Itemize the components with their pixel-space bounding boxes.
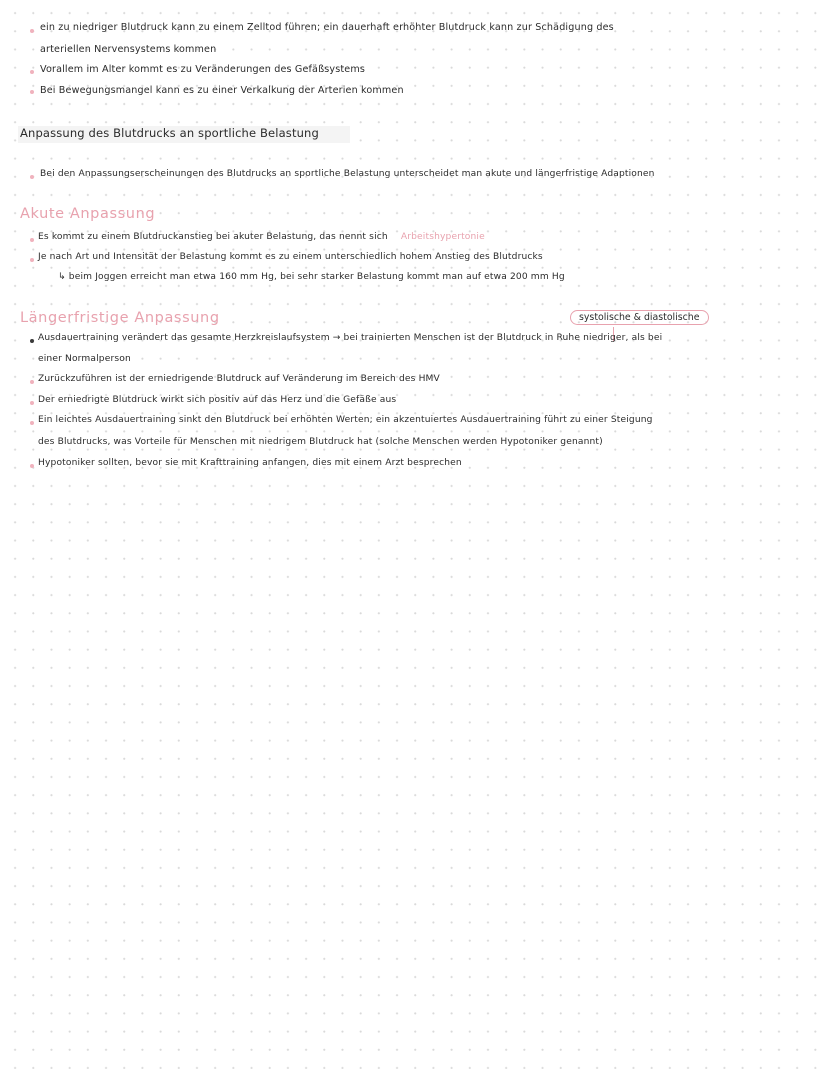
bullet-marker [30, 401, 34, 405]
note-text: Es kommt zu einem Blutdruckanstieg bei akuter Belastung, das nennt sich [38, 232, 388, 242]
note-line: arteriellen Nervensystems kommen [40, 44, 217, 55]
section-heading: Anpassung des Blutdrucks an sportliche Belastung [20, 126, 319, 140]
annotation-box: systolische & diastolische [570, 310, 709, 325]
note-line: des Blutdrucks, was Vorteile für Menschen mit niedrigem Blutdruck hat (solche Menschen werden Hypotoniker genannt) [38, 437, 603, 447]
note-line: Ausdauertraining verändert das gesamte Herzkreislaufsystem → bei trainierten Menschen ist der Blutdruck in Ruhe niedriger, als bei [38, 333, 663, 343]
note-line [38, 232, 485, 242]
note-line: Vorallem im Alter kommt es zu Veränderungen des Gefäßsystems [40, 64, 365, 75]
note-line: ein zu niedriger Blutdruck kann zu einem Zelltod führen; ein dauerhaft erhöhter Blutdruck kann zur Schädigung des [40, 22, 614, 33]
note-line: Hypotoniker sollten, bevor sie mit Krafttraining anfangen, dies mit einem Arzt besprechen [38, 458, 462, 468]
section-heading-akute: Akute Anpassung [20, 206, 156, 222]
note-line: einer Normalperson [38, 354, 131, 364]
section-heading-laenger: Längerfristige Anpassung [20, 310, 220, 326]
note-line: Bei den Anpassungserscheinungen des Blutdrucks an sportliche Belastung unterscheidet man akute und längerfristige Adaptionen [40, 169, 655, 179]
note-line: Zurückzuführen ist der erniedrigende Blutdruck auf Veränderung im Bereich des HMV [38, 374, 440, 384]
bullet-marker [30, 464, 34, 468]
bullet-marker [30, 421, 34, 425]
bullet-marker [30, 339, 34, 343]
note-line: Je nach Art und Intensität der Belastung kommt es zu einem unterschiedlich hohem Anstieg des Blutdrucks [38, 252, 543, 262]
bullet-marker [30, 175, 34, 179]
bullet-marker [30, 70, 34, 74]
bullet-marker [30, 29, 34, 33]
note-subline: ↳ beim Joggen erreicht man etwa 160 mm Hg, bei sehr starker Belastung kommt man auf etwa 200 mm Hg [58, 272, 565, 282]
bullet-marker [30, 238, 34, 242]
term-highlight: Arbeitshypertonie [400, 232, 485, 242]
note-line: Bei Bewegungsmangel kann es zu einer Verkalkung der Arterien kommen [40, 85, 404, 96]
note-line: Der erniedrigte Blutdruck wirkt sich positiv auf das Herz und die Gefäße aus [38, 395, 397, 405]
note-line: Ein leichtes Ausdauertraining sinkt den Blutdruck bei erhöhten Werten; ein akzentuiertes Ausdauertraining führt zu einer Steigung [38, 415, 653, 425]
bullet-marker [30, 90, 34, 94]
bullet-marker [30, 380, 34, 384]
bullet-marker [30, 258, 34, 262]
